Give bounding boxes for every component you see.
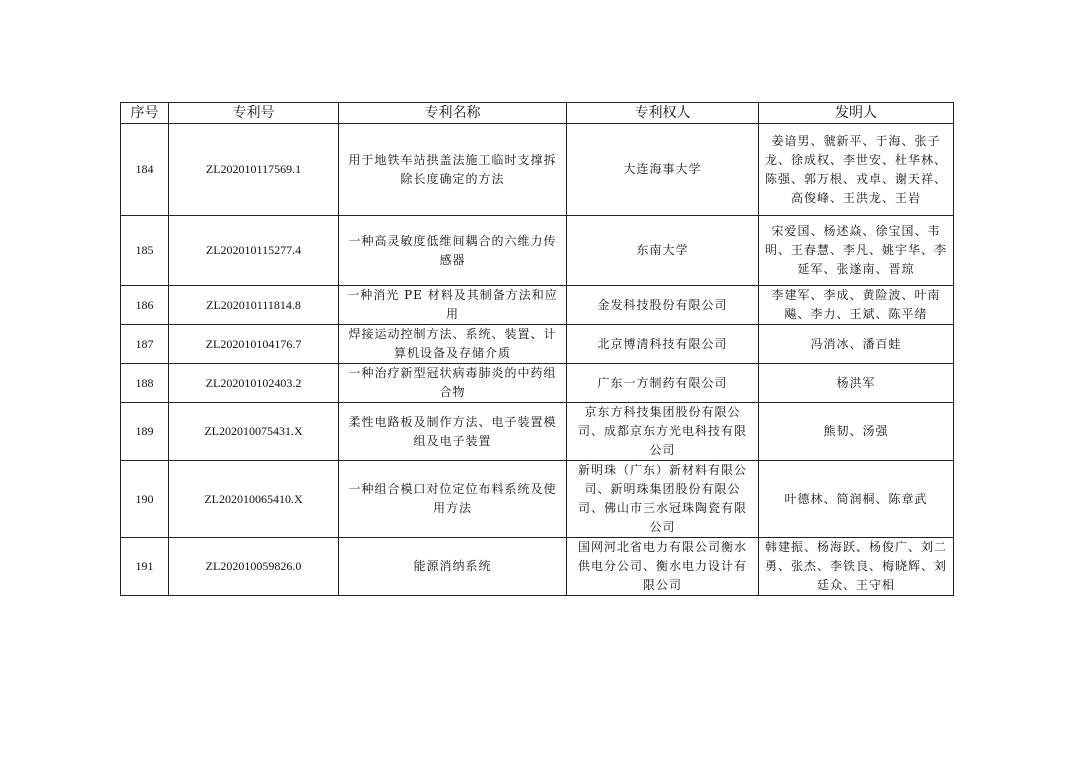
row-index: 186: [121, 286, 169, 325]
row-patent-name: 柔性电路板及制作方法、电子装置模组及电子装置: [339, 403, 567, 461]
row-inventors: 韩建振、杨海跃、杨俊广、刘二勇、张杰、李铁良、梅晓辉、刘廷众、王守相: [759, 538, 954, 596]
row-patent-name: 一种高灵敏度低维间耦合的六维力传感器: [339, 216, 567, 286]
row-patent-no: ZL202010059826.0: [169, 538, 339, 596]
row-patent-name: 能源消纳系统: [339, 538, 567, 596]
row-patent-name: 用于地铁车站拱盖法施工临时支撑拆除长度确定的方法: [339, 124, 567, 216]
row-index: 190: [121, 461, 169, 538]
header-inventors: 发明人: [759, 103, 954, 124]
table-row: [121, 286, 954, 325]
row-patent-no: ZL202010075431.X: [169, 403, 339, 461]
row-index: 191: [121, 538, 169, 596]
header-holder: 专利权人: [567, 103, 759, 124]
row-holder: 新明珠（广东）新材料有限公司、新明珠集团股份有限公司、佛山市三水冠珠陶瓷有限公司: [567, 461, 759, 538]
row-inventors: 姜谙男、虢新平、于海、张子龙、徐成权、李世安、杜华林、陈强、郭万根、戎卓、谢天祥、高俊峰、王洪龙、王岩: [759, 124, 954, 216]
row-holder: 北京博清科技有限公司: [567, 325, 759, 364]
row-inventors: 冯消冰、潘百蛙: [759, 325, 954, 364]
row-index: 185: [121, 216, 169, 286]
row-patent-name: 一种消光 PE 材料及其制备方法和应用: [339, 286, 567, 325]
row-patent-no: ZL202010111814.8: [169, 286, 339, 325]
row-inventors: 叶德林、简润桐、陈章武: [759, 461, 954, 538]
table-row: [121, 325, 954, 364]
row-patent-no: ZL202010115277.4: [169, 216, 339, 286]
row-inventors: 杨洪军: [759, 364, 954, 403]
row-holder: 大连海事大学: [567, 124, 759, 216]
header-patent-name: 专利名称: [339, 103, 567, 124]
row-holder: 京东方科技集团股份有限公司、成都京东方光电科技有限公司: [567, 403, 759, 461]
table-header-row: [121, 103, 954, 124]
table-row: [121, 403, 954, 461]
table-row: [121, 216, 954, 286]
header-patent-no: 专利号: [169, 103, 339, 124]
row-inventors: 李建军、李成、黄险波、叶南飚、李力、王斌、陈平绪: [759, 286, 954, 325]
row-holder: 金发科技股份有限公司: [567, 286, 759, 325]
table-row: [121, 538, 954, 596]
row-holder: 广东一方制药有限公司: [567, 364, 759, 403]
row-inventors: 宋爱国、杨述焱、徐宝国、韦明、王春慧、李凡、姚宇华、李延军、张遂南、晋琼: [759, 216, 954, 286]
row-patent-name: 一种组合模口对位定位布料系统及使用方法: [339, 461, 567, 538]
row-index: 188: [121, 364, 169, 403]
row-holder: 东南大学: [567, 216, 759, 286]
row-inventors: 熊韧、汤强: [759, 403, 954, 461]
row-patent-name: 一种治疗新型冠状病毒肺炎的中药组合物: [339, 364, 567, 403]
header-index: 序号: [121, 103, 169, 124]
row-index: 187: [121, 325, 169, 364]
row-patent-name: 焊接运动控制方法、系统、装置、计算机设备及存储介质: [339, 325, 567, 364]
row-index: 189: [121, 403, 169, 461]
row-patent-no: ZL202010102403.2: [169, 364, 339, 403]
row-patent-no: ZL202010117569.1: [169, 124, 339, 216]
patent-table: [120, 102, 954, 596]
row-patent-no: ZL202010104176.7: [169, 325, 339, 364]
table-row: [121, 124, 954, 216]
table-row: [121, 461, 954, 538]
row-index: 184: [121, 124, 169, 216]
table-row: [121, 364, 954, 403]
row-patent-no: ZL202010065410.X: [169, 461, 339, 538]
row-holder: 国网河北省电力有限公司衡水供电分公司、衡水电力设计有限公司: [567, 538, 759, 596]
